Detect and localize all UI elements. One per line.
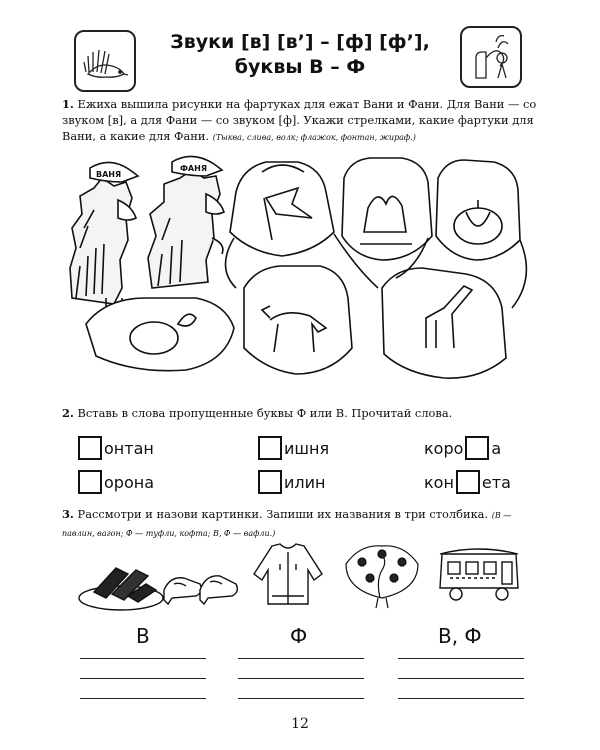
wagon-picture xyxy=(436,544,522,604)
peacock-picture xyxy=(340,540,424,610)
word-2-suffix: ишня xyxy=(284,438,330,458)
apron-plum xyxy=(86,298,234,371)
writing-line[interactable] xyxy=(398,658,524,659)
word-6-prefix: кон xyxy=(424,472,454,492)
writing-line[interactable] xyxy=(238,658,364,659)
apron-fountain xyxy=(342,158,432,260)
hedgehog-fanya xyxy=(148,156,224,288)
letter-box-5[interactable] xyxy=(258,470,282,494)
word-3-suffix: а xyxy=(491,438,502,458)
task-3-instruction: Рассмотри и назови картинки. Запиши их названия в три столбика. xyxy=(77,507,489,521)
letter-box-3[interactable] xyxy=(465,436,489,460)
task-2-number: 2. xyxy=(62,406,74,420)
title-line-2: буквы В – Ф xyxy=(234,56,366,78)
sweater-picture xyxy=(250,540,326,610)
column-header-v: В xyxy=(136,624,150,648)
cap-label-fanya: ФАНЯ xyxy=(180,164,207,173)
fountain-icon xyxy=(462,28,520,86)
letter-box-4[interactable] xyxy=(78,470,102,494)
writing-line[interactable] xyxy=(238,698,364,699)
shoes-picture xyxy=(160,560,242,610)
column-header-f: Ф xyxy=(290,624,308,648)
page-title xyxy=(150,30,450,80)
task-2-text xyxy=(62,405,542,421)
word-6-suffix: ета xyxy=(481,472,511,492)
word-3-prefix: коро xyxy=(424,438,464,458)
task-3-text xyxy=(62,506,542,542)
writing-line[interactable] xyxy=(80,678,206,679)
hedgehog-icon-frame xyxy=(74,30,136,92)
task-1-hint: (Тыква, слива, волк; флажок, фонтан, жираф.) xyxy=(212,133,416,142)
task-3-hint: (В — павлин, вагон; Ф — туфли, кофта; В, Ф — вафли.) xyxy=(62,511,512,538)
task-1-illustration xyxy=(66,148,546,388)
apron-giraffe xyxy=(382,268,506,378)
word-4-suffix: орона xyxy=(104,472,154,492)
task-2-instruction: Вставь в слова пропущенные буквы Ф или В. Прочитай слова. xyxy=(77,406,453,420)
writing-line[interactable] xyxy=(398,698,524,699)
task-1-instruction: Ежиха вышила рисунки на фартуках для ежат Вани и Фани. Для Вани — со звуком [в], а для Фани — со звуком [ф]. Укажи стрелками, какие фартуки для Вани, а какие для Фани. xyxy=(62,97,537,143)
task-1-number: 1. xyxy=(62,97,74,111)
apron-wolf xyxy=(244,266,352,374)
page-number: 12 xyxy=(291,716,309,732)
writing-line[interactable] xyxy=(398,678,524,679)
waffles-picture xyxy=(76,556,166,612)
hedgehog-icon xyxy=(76,32,134,90)
cap-label-vanya: ВАНЯ xyxy=(96,170,122,179)
task-3-number: 3. xyxy=(62,507,74,521)
title-line-1: Звуки [в] [в’] – [ф] [ф’], xyxy=(170,31,430,53)
word-5 xyxy=(256,470,325,494)
writing-line[interactable] xyxy=(80,658,206,659)
column-header-v-f: В, Ф xyxy=(438,624,482,648)
word-6 xyxy=(424,470,511,494)
apron-pumpkin xyxy=(436,160,520,260)
writing-line[interactable] xyxy=(80,698,206,699)
word-5-suffix: илин xyxy=(284,472,326,492)
apron-flag xyxy=(230,162,334,256)
fountain-icon-frame xyxy=(460,26,522,88)
writing-line[interactable] xyxy=(238,678,364,679)
letter-box-2[interactable] xyxy=(258,436,282,460)
word-3 xyxy=(424,436,501,460)
word-2 xyxy=(256,436,329,460)
word-4 xyxy=(76,470,154,494)
letter-box-6[interactable] xyxy=(456,470,480,494)
letter-box-1[interactable] xyxy=(78,436,102,460)
task-1-text xyxy=(62,96,542,146)
word-1 xyxy=(76,436,154,460)
word-1-suffix: онтан xyxy=(104,438,154,458)
